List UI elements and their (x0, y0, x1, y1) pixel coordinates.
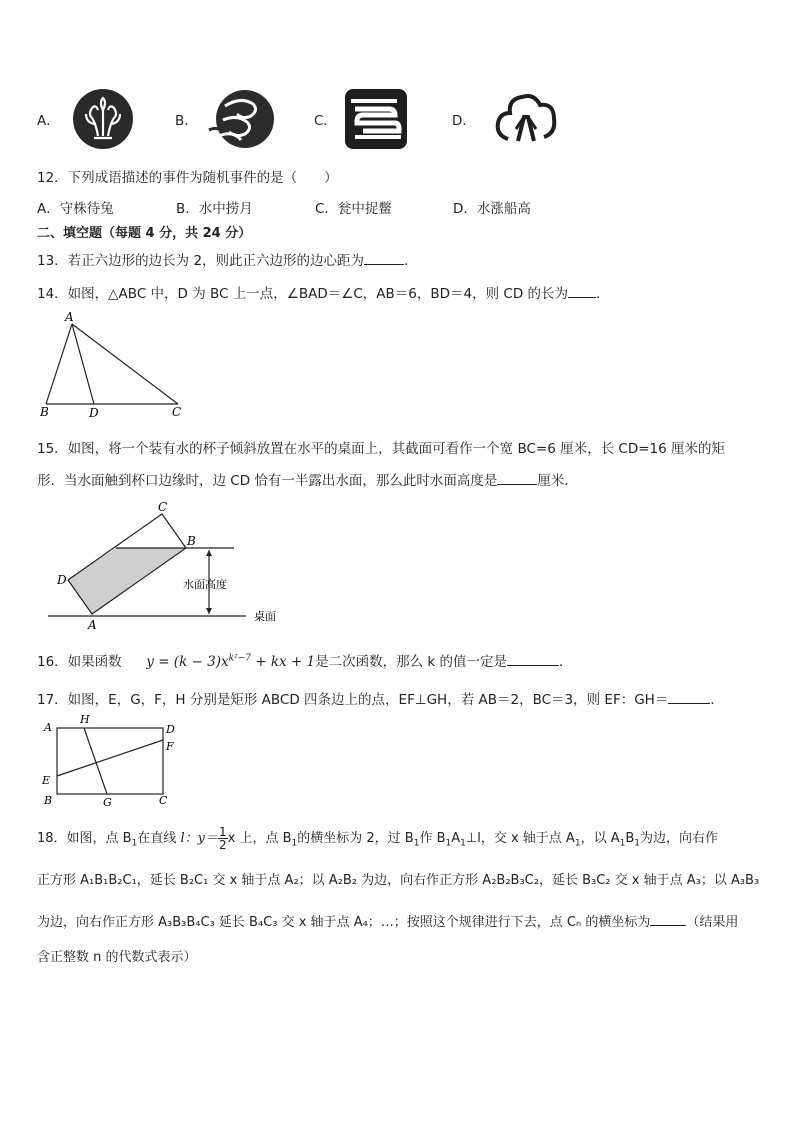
q13-text-after: ． (404, 253, 418, 269)
section-title-fill-in: 二、填空题（每题 4 分，共 24 分） (37, 226, 252, 241)
q15-label-d: D (57, 573, 67, 587)
q18-l1-j: 为边，向右作 (639, 831, 718, 846)
q18-l1-a: 18．如图，点 B (37, 831, 132, 846)
q17-rectangle-figure (36, 710, 186, 810)
q18-sub: 1 (413, 838, 420, 849)
ornate-tree-logo-icon (72, 88, 134, 154)
q18-sub: 1 (634, 838, 640, 849)
q15-answer-blank[interactable] (497, 472, 537, 485)
q12-option-d: D．水涨船高 (453, 201, 531, 217)
q14-label-d: D (89, 406, 99, 420)
q17-text-after: ． (710, 692, 724, 708)
q13-text-before: 13．若正六边形的边长为 2，则此正六边形的边心距为 (37, 253, 365, 269)
q14-triangle-figure (36, 308, 196, 420)
q17-label-a: A (44, 721, 52, 734)
q18-sub: 1 (460, 838, 466, 849)
q18-l1-g: ⊥l，交 x 轴于点 A (465, 831, 575, 846)
q18-l1-i: B (625, 831, 635, 846)
q12-option-a: A．守株待兔 (37, 201, 114, 217)
q12-option-c: C．瓮中捉鳖 (315, 201, 392, 217)
q12-option-b: B．水中捞月 (176, 201, 253, 217)
q18-sub: 1 (291, 838, 298, 849)
q17-label-e: E (42, 774, 51, 787)
q15-water-height-label: 水面高度 (183, 578, 227, 591)
option-d-label: D． (452, 113, 476, 129)
q18-fraction (218, 826, 228, 851)
q18-sub: 1 (619, 838, 626, 849)
q16-answer-blank[interactable] (507, 653, 559, 666)
q17-text-before: 17．如图，E，G，F，H 分别是矩形 ABCD 四条边上的点，EF⊥GH，若 AB＝2，BC＝3，则 EF：GH＝ (37, 692, 669, 708)
q18-l1-h: ，以 A (580, 831, 620, 846)
q17-label-h: H (80, 713, 90, 726)
q14-text-after: ． (596, 286, 610, 302)
q14-label-a: A (65, 310, 74, 324)
option-b-label: B． (175, 113, 198, 129)
q17-text (37, 688, 724, 708)
q18-l1-e: 作 B (419, 831, 446, 846)
q17-label-g: G (103, 796, 112, 809)
q18-fraction-den: 2 (219, 838, 227, 852)
q17-label-f: F (166, 740, 174, 753)
q18-line3-after: （结果用 (686, 915, 739, 930)
q15-line-2 (37, 469, 578, 489)
q15-text-before: 形．当水面触到杯口边缘时，边 CD 恰有一半露出水面，那么此时水面高度是 (37, 473, 498, 489)
q14-text-before: 14．如图，△ABC 中，D 为 BC 上一点，∠BAD＝∠C，AB＝6，BD＝4，则 CD 的长为 (37, 286, 569, 302)
q18-l1-d: 的横坐标为 2，过 B (297, 831, 414, 846)
q18-line-4: 含正整数 n 的代数式表示） (37, 950, 197, 965)
q14-label-c: C (172, 405, 182, 419)
q16-end: ． (559, 654, 573, 670)
swirl-logo-icon (207, 86, 277, 156)
q15-label-a: A (88, 618, 97, 630)
q18-line-eq: l：y＝ (180, 831, 218, 846)
q17-answer-blank[interactable] (668, 691, 710, 704)
q15-label-b: B (187, 534, 196, 548)
option-a-label: A． (37, 113, 60, 129)
q16-exponent: k²−7 (228, 653, 251, 664)
q17-label-c: C (159, 794, 168, 807)
q13-text (37, 249, 418, 269)
q17-label-d: D (166, 723, 175, 736)
s-shaped-logo-icon (345, 89, 407, 153)
q16-text-after: 是二次函数，那么 k 的值一定是 (315, 654, 508, 670)
q18-line-3 (37, 911, 738, 930)
q17-label-b: B (44, 794, 53, 807)
q18-sub: 1 (574, 838, 581, 849)
q15-cup-figure (48, 498, 288, 630)
q18-l1-b: 在直线 (137, 831, 177, 846)
q15-line-1: 15．如图，将一个装有水的杯子倾斜放置在水平的桌面上，其截面可看作一个宽 BC=6 厘米，长 CD=16 厘米的矩 (37, 441, 726, 457)
q12-stem: 12．下列成语描述的事件为随机事件的是（ ） (37, 170, 338, 186)
q18-answer-blank[interactable] (650, 913, 686, 926)
q14-answer-blank[interactable] (568, 285, 596, 298)
q16-text (37, 650, 573, 670)
option-c-label: C． (314, 113, 337, 129)
q18-line-2: 正方形 A₁B₁B₂C₁，延长 B₂C₁ 交 x 轴于点 A₂；以 A₂B₂ 为边，向右作正方形 A₂B₂B₃C₂，延长 B₃C₂ 交 x 轴于点 A₃；以 A₃B₃ (37, 873, 760, 888)
q16-text-before: 16．如果函数 (37, 654, 122, 670)
q14-label-b: B (40, 405, 49, 419)
q15-desk-label: 桌面 (254, 610, 276, 623)
q16-formula-tail: + kx + 1 (250, 654, 316, 670)
q18-l1-f: A (451, 831, 461, 846)
q18-line3-before: 为边，向右作正方形 A₃B₃B₄C₃ 延长 B₄C₃ 交 x 轴于点 A₄；…；按照这个规律进行下去，点 Cₙ 的横坐标为 (37, 915, 651, 930)
q18-sub: 1 (445, 838, 452, 849)
q14-text (37, 282, 610, 302)
q18-sub: 1 (131, 838, 138, 849)
tree-outline-logo-icon (494, 89, 558, 149)
q18-l1-c: x 上，点 B (227, 831, 292, 846)
q15-label-c: C (158, 500, 168, 514)
q18-line-1 (37, 826, 718, 851)
q18-fraction-num: 1 (219, 825, 227, 839)
q16-formula: y = (k − 3)x (146, 654, 229, 670)
q13-answer-blank[interactable] (364, 252, 404, 265)
q15-text-after: 厘米． (537, 473, 578, 489)
